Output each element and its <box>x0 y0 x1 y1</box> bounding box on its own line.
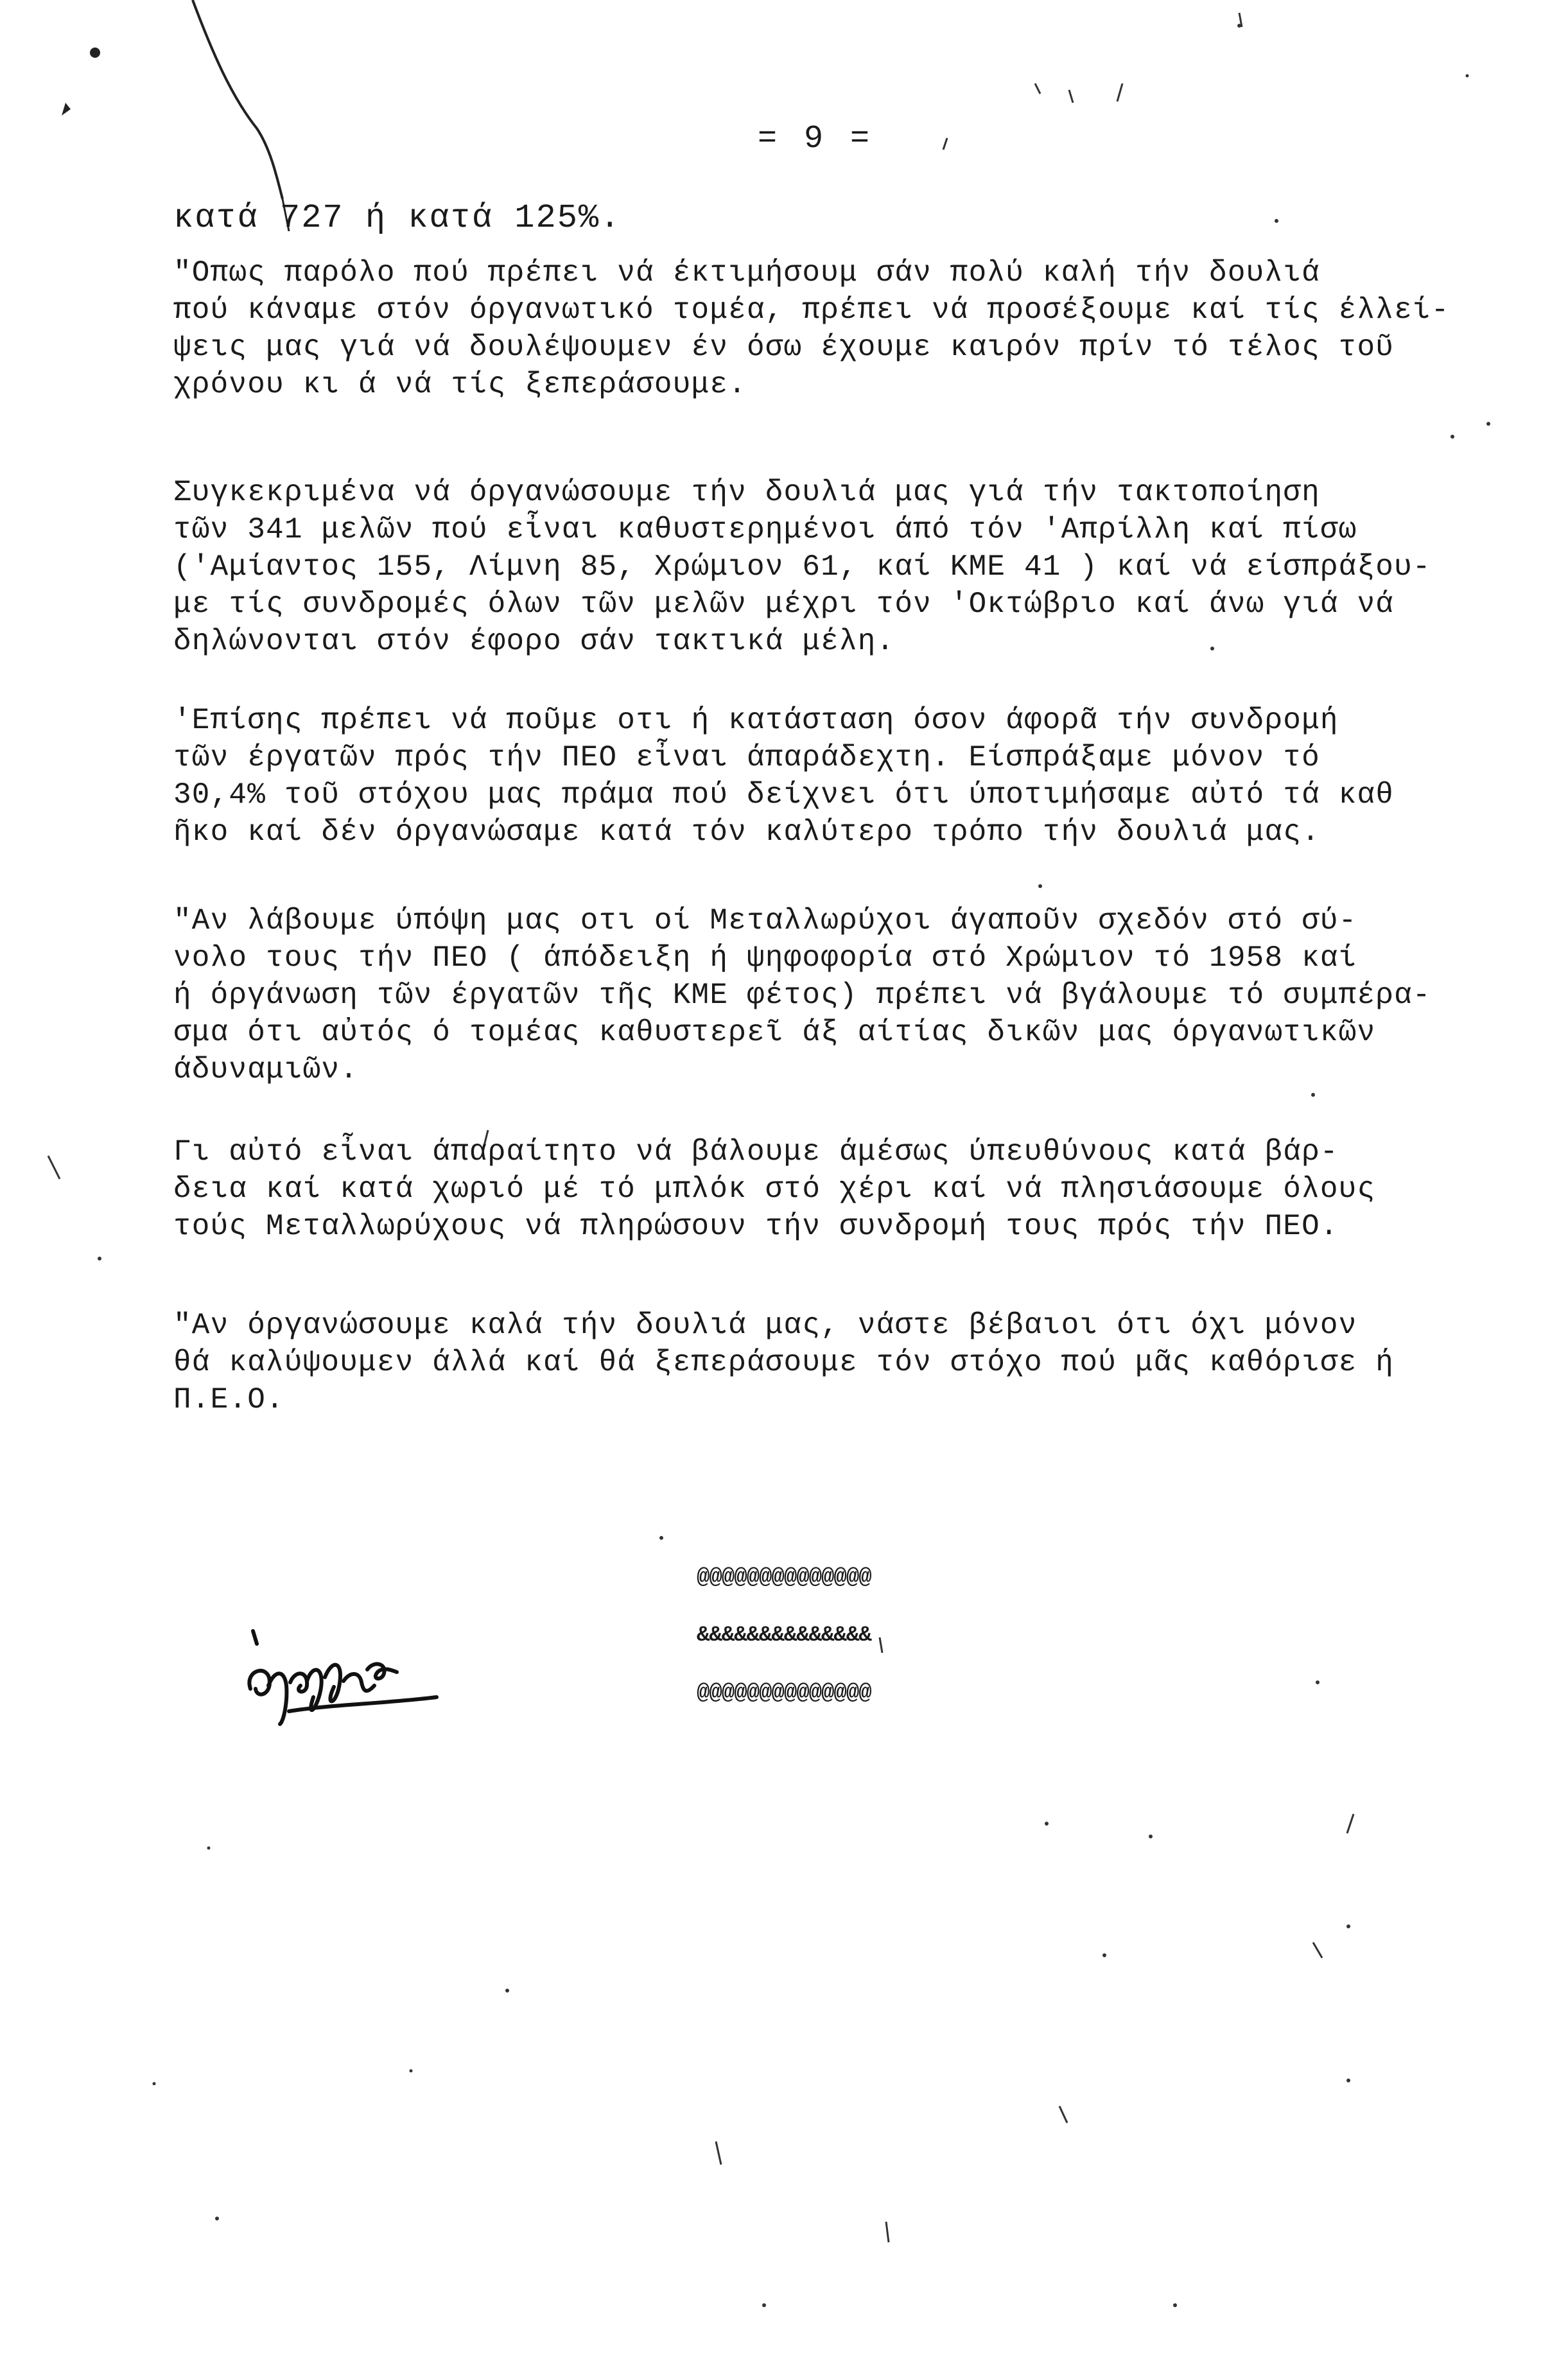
handwritten-signature <box>231 1605 462 1734</box>
paragraph-line: Γι αὐτό εἶναι άπαραίτητο νά βάλουμε άμέσως ύπευθύνους κατά βάρ- <box>173 1135 1339 1169</box>
separator-block <box>697 1530 871 1741</box>
paragraph-line: "Οπως παρόλο πού πρέπει νά έκτιμήσουμ σάν πολύ καλή τήν δουλιά <box>173 256 1320 290</box>
paragraph-1 <box>173 254 1490 403</box>
paragraph-line: Συγκεκριμένα νά όργανώσουμε τήν δουλιά μας γιά τήν τακτοποίηση <box>173 476 1320 509</box>
paragraph-line: άδυναμιῶν. <box>173 1053 359 1086</box>
paragraph-line: τούς Μεταλλωρύχους νά πληρώσουν τήν συνδρομή τους πρός τήν ΠΕΟ. <box>173 1210 1339 1243</box>
paragraph-2 <box>173 474 1490 660</box>
paragraph-line: τῶν 341 μελῶν πού εἶναι καθυστερημένοι άπό τόν 'Απρίλλη καί πίσω <box>173 513 1357 546</box>
paragraph-line: Π.Ε.Ο. <box>173 1383 284 1417</box>
paragraph-line: 30,4% τοῦ στόχου μας πράμα πού δείχνει ότι ύποτιμήσαμε αὐτό τά καθ <box>173 778 1395 812</box>
paragraph-line: σμα ότι αὐτός ό τομέας καθυστερεῖ άξ αίτίας δικῶν μας όργανωτικῶν <box>173 1016 1376 1049</box>
paragraph-line: πού κάναμε στόν όργανωτικό τομέα, πρέπει νά προσέξουμε καί τίς έλλεί- <box>173 293 1450 327</box>
paragraph-6 <box>173 1307 1490 1418</box>
paragraph-3 <box>173 702 1490 851</box>
paragraph-line: δηλώνονται στόν έφορο σάν τακτικά μέλη. <box>173 625 895 658</box>
paragraph-5 <box>173 1133 1490 1245</box>
paragraph-line: ή όργάνωση τῶν έργατῶν τῆς ΚΜΕ φέτος) πρέπει νά βγάλουμε τό συμπέρα- <box>173 979 1431 1012</box>
opening-line: κατά 727 ή κατά 125%. <box>173 199 622 237</box>
paragraph-line: 'Επίσης πρέπει νά ποῦμε οτι ή κατάσταση όσον άφορᾶ τήν συνδρομή <box>173 704 1339 737</box>
paragraph-line: ῆκο καί δέν όργανώσαμε κατά τόν καλύτερο τρόπο τήν δουλιά μας. <box>173 815 1320 849</box>
paragraph-line: με τίς συνδρομές όλων τῶν μελῶν μέχρι τόν 'Οκτώβριο καί άνω γιά νά <box>173 588 1395 621</box>
paragraph-line: δεια καί κατά χωριό μέ τό μπλόκ στό χέρι καί νά πλησιάσουμε όλους <box>173 1173 1376 1206</box>
paragraph-line: τῶν έργατῶν πρός τήν ΠΕΟ εἶναι άπαράδεχτη. Είσπράξαμε μόνον τό <box>173 741 1320 774</box>
separator-line: @@@@@@@@@@@@@@ <box>697 1565 871 1590</box>
page-number: = 9 = <box>758 121 874 157</box>
paragraph-line: "Αν όργανώσουμε καλά τήν δουλιά μας, νάστε βέβαιοι ότι όχι μόνον <box>173 1309 1357 1342</box>
separator-line: @@@@@@@@@@@@@@ <box>697 1681 871 1705</box>
paragraph-line: θά καλύψουμεν άλλά καί θά ξεπεράσουμε τόν στόχο πού μᾶς καθόρισε ή <box>173 1346 1395 1379</box>
separator-line: &&&&&&&&&&&&&& <box>697 1623 871 1648</box>
paragraph-4 <box>173 902 1490 1088</box>
paragraph-line: νολο τους τήν ΠΕΟ ( άπόδειξη ή ψηφοφορία στό Χρώμιον τό 1958 καί <box>173 941 1357 975</box>
paragraph-line: ψεις μας γιά νά δουλέψουμεν έν όσω έχουμε καιρόν πρίν τό τέλος τοῦ <box>173 331 1395 364</box>
paragraph-line: χρόνου κι ά νά τίς ξεπεράσουμε. <box>173 368 747 401</box>
paragraph-line: "Αν λάβουμε ύπόψη μας οτι οί Μεταλλωρύχοι άγαποῦν σχεδόν στό σύ- <box>173 904 1357 937</box>
paragraph-line: ('Αμίαντος 155, Λίμνη 85, Χρώμιον 61, καί ΚΜΕ 41 ) καί νά είσπράξου- <box>173 550 1431 584</box>
